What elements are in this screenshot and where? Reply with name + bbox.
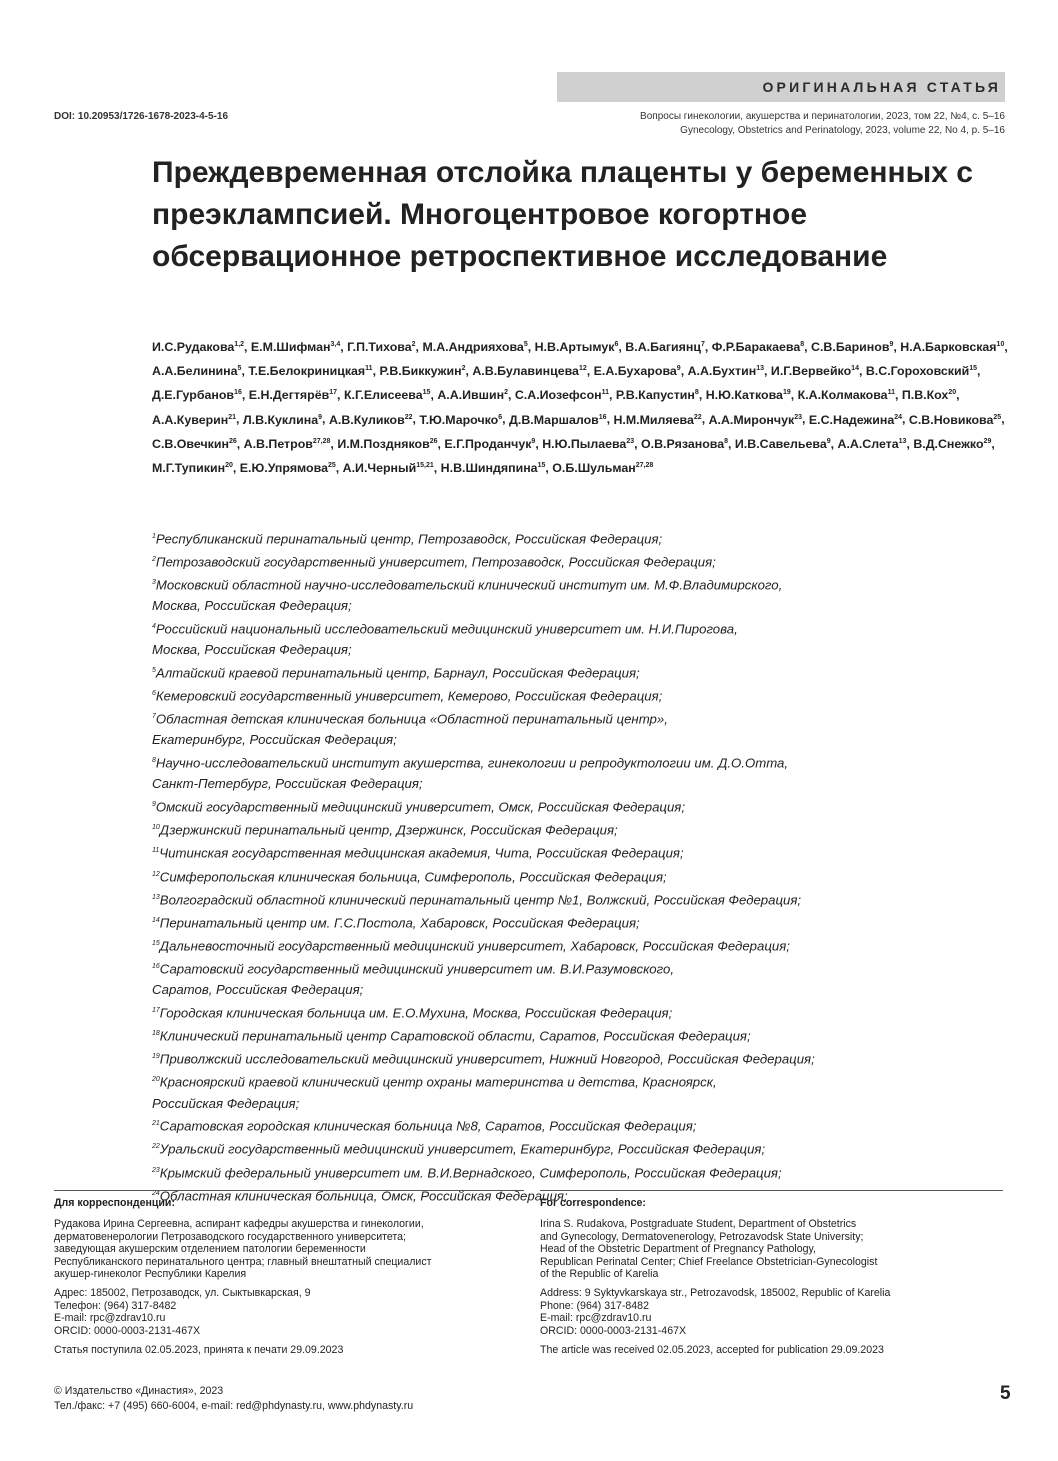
affiliation-text: Московский областной научно-исследовательский клинический институт им. М.Ф.Владимирского, [155, 577, 783, 593]
journal-citation-en: Gynecology, Obstetrics and Perinatology, 2023, volume 22, No 4, p. 5–16 [680, 125, 1005, 136]
author-name: В.С.Гороховский [865, 364, 970, 379]
email-link[interactable]: E-mail: rpc@zdrav10.ru [540, 1312, 652, 1325]
author-name: М.Г.Тупикин [152, 460, 226, 475]
affiliation-text: Приволжский исследовательский медицинский университет, Нижний Новгород, Российская Федерация; [159, 1051, 815, 1067]
author [444, 437, 535, 451]
affiliation-text: Городская клиническая больница им. Е.О.Мухина, Москва, Российская Федерация; [159, 1005, 673, 1021]
author [509, 413, 607, 427]
affiliation-line [152, 1137, 1022, 1160]
author-name: С.В.Овечкин [152, 436, 229, 451]
author-name: А.В.Петров [243, 436, 313, 451]
author-name: А.В.Куликов [328, 412, 405, 427]
author [243, 413, 322, 427]
affiliation-number: 10 [152, 824, 160, 832]
author-name: Е.С.Надежина [808, 412, 895, 427]
author-name: Н.В.Шиндяпина [440, 460, 538, 475]
text-line: акушер-гинеколог Республики Карелия [54, 1268, 247, 1281]
affiliation-text: Дальневосточный государственный медицинский университет, Хабаровск, Российская Федерация; [159, 938, 790, 954]
affiliation-number: 12 [152, 870, 160, 878]
author [902, 388, 956, 402]
author-name: Н.Ю.Пылаева [542, 436, 627, 451]
correspondence-person [54, 1218, 524, 1280]
author-affiliation-ref: 20 [225, 461, 233, 469]
author-affiliation-ref: 21 [228, 413, 237, 421]
author [866, 364, 977, 378]
author [625, 340, 705, 354]
affiliation-text: Областная клиническая больница, Омск, Российская Федерация; [159, 1188, 568, 1204]
author-affiliation-ref: 11 [365, 365, 373, 373]
author-name: К.А.Колмакова [797, 388, 888, 403]
author-affiliation-ref: 6 [614, 341, 619, 348]
text-line: Республиканского перинатального центра; главный внештатный специалист [54, 1255, 432, 1268]
affiliation-text: Красноярский краевой клинический центр охраны материнства и детства, Красноярск, [159, 1074, 717, 1090]
affiliation-line [152, 730, 1022, 751]
author-name: В.Д.Снежко [913, 436, 984, 451]
author-name: И.В.Савельева [734, 436, 827, 451]
author-name: Е.М.Шифман [250, 340, 331, 355]
author-name: А.В.Булавинцева [472, 364, 579, 379]
affiliation-number: 1 [152, 533, 156, 540]
author-affiliation-ref: 26 [228, 437, 237, 445]
text-line: Irina S. Rudakova, Postgraduate Student, Department of Obstetrics [540, 1218, 857, 1231]
author [251, 340, 340, 354]
affiliation-text: Екатеринбург, Российская Федерация; [152, 732, 397, 748]
author [641, 437, 728, 451]
affiliation-text: Саратовский государственный медицинский университет им. В.И.Разумовского, [159, 961, 674, 977]
author-affiliation-ref: 14 [851, 365, 859, 373]
received-dates: The article was received 02.05.2023, accepted for publication 29.09.2023 [540, 1344, 884, 1357]
article-title: Преждевременная отслойка плаценты у беременных с преэклампсией. Многоцентровое когортное обсервационное ретроспективное исследование [152, 156, 973, 273]
author-name: Р.В.Капустин [615, 388, 695, 403]
affiliation-line [152, 934, 1022, 957]
author [329, 413, 413, 427]
author-name: О.В.Рязанова [641, 436, 725, 451]
correspondence-contacts [54, 1287, 524, 1337]
author-name: А.А.Ившин [437, 388, 505, 403]
copyright-line: © Издательство «Династия», 2023 [54, 1385, 224, 1397]
author [472, 364, 586, 378]
author [240, 461, 336, 475]
email-link[interactable]: E-mail: rpc@zdrav10.ru [54, 1312, 166, 1325]
correspondence-en [540, 1190, 1003, 1356]
author [152, 461, 233, 475]
author [913, 437, 991, 451]
author-name: А.И.Черный [342, 460, 417, 475]
affiliation-line [152, 527, 1022, 550]
affiliation-list [152, 527, 1022, 1207]
author [347, 340, 415, 354]
author-affiliation-ref: 7 [700, 341, 705, 348]
author-name: А.А.Бухтин [687, 364, 757, 379]
author-name: О.Б.Шульман [552, 460, 636, 475]
author-name: А.А.Куверин [152, 412, 229, 427]
address-line: Адрес: 185002, Петрозаводск, ул. Сыктывкарская, 9 [54, 1287, 311, 1300]
affiliation-line [152, 888, 1022, 911]
author [249, 388, 337, 402]
author-affiliation-ref: 25 [327, 461, 336, 469]
journal-citation [640, 110, 1005, 138]
affiliation-line [152, 550, 1022, 573]
author-affiliation-ref: 8 [694, 389, 699, 397]
author [248, 364, 372, 378]
author-affiliation-ref: 16 [598, 413, 607, 421]
author-affiliation-ref: 27,28 [635, 461, 654, 469]
affiliation-number: 15 [152, 939, 160, 947]
author-affiliation-ref: 1,2 [234, 341, 245, 348]
author-name: С.В.Новикова [908, 412, 994, 427]
author [771, 364, 859, 378]
journal-citation-ru: Вопросы гинекологии, акушерства и перинатологии, 2023, том 22, №4, с. 5–16 [640, 111, 1005, 122]
author [798, 388, 895, 402]
author-name: Т.Е.Белокриницкая [248, 364, 366, 379]
author-affiliation-ref: 17 [329, 389, 338, 397]
affiliation-number: 4 [152, 623, 156, 631]
affiliation-line [152, 617, 1022, 640]
author-affiliation-ref: 22 [693, 413, 702, 421]
affiliation-number: 2 [152, 556, 156, 564]
author [437, 388, 508, 402]
affiliation-text: Областная детская клиническая больница «Областной перинатальный центр», [155, 711, 668, 727]
text-line: дерматовенерологии Петрозаводского государственного университета; [54, 1230, 406, 1243]
text-line: Republican Perinatal Center; Chief Freelance Obstetrician-Gynecologist [540, 1255, 878, 1268]
author-affiliation-ref: 19 [782, 389, 791, 397]
affiliation-number: 6 [152, 690, 156, 698]
author-name: К.Г.Елисеева [343, 388, 423, 403]
author [152, 388, 242, 402]
text-line: of the Republic of Karelia [540, 1268, 659, 1281]
affiliation-text: Петрозаводский государственный университет, Петрозаводск, Российская Федерация; [155, 554, 716, 570]
affiliation-text: Кемеровский государственный университет, Кемерово, Российская Федерация; [155, 688, 663, 704]
author-affiliation-ref: 25 [993, 413, 1002, 421]
affiliation-text: Симферопольская клиническая больница, Симферополь, Российская Федерация; [159, 868, 667, 884]
author-affiliation-ref: 26 [429, 437, 438, 445]
correspondence-heading: For correspondence: [540, 1197, 646, 1209]
affiliation-text: Крымский федеральный университет им. В.И.Вернадского, Симферополь, Российская Федерация; [159, 1164, 782, 1180]
author-name: М.А.Андрияхова [422, 340, 524, 355]
affiliation-text: Российская Федерация; [152, 1095, 300, 1111]
correspondence-heading: Для корреспонденции: [54, 1197, 175, 1209]
author-affiliation-ref: 2 [504, 389, 508, 397]
affiliation-line [152, 774, 1022, 795]
author-name: Н.В.Артымук [534, 340, 615, 355]
affiliation-text: Дзержинский перинатальный центр, Дзержинск, Российская Федерация; [159, 822, 618, 838]
author [515, 388, 609, 402]
author-affiliation-ref: 23 [794, 413, 803, 421]
affiliation-text: Перинатальный центр им. Г.С.Постола, Хабаровск, Российская Федерация; [159, 915, 640, 931]
text-line: Head of the Obstetric Department of Pregnancy Pathology, [540, 1243, 816, 1256]
author-affiliation-ref: 15 [969, 365, 978, 373]
author [688, 364, 764, 378]
author [542, 437, 634, 451]
author-list: И.С.Рудакова$^{1,2}$, Е.М.Шифман$^{3,4}$, Г.П.Тихова$^2$, М.А.Андрияхова$^5$, Н.В.Артымук$^6$, В.А.Багиянц$^7$, Ф.Р.Баракаева$^8$, С.В.Баринов$^9$, Н.А.Барковская$^{10}$, А.А.Белинина$^5$, Т.Е.Белокриницкая$^{11}$, Р.В.Биккужин$^2$, А.В.Булавинцева$^{12}$, Е.А.Бухарова$^9$, А.А.Бухтин$^{13}$, И.Г.Вервейко$^{14}$, В.С.Гороховский$^{15}$, Д.Е.Гурбанов$^{16}$, Е.Н.Дегтярёв$^{17}$, К.Г.Елисеева$^{15}$, А.А.Ившин$^2$, С.А.Иозефсон$^{11}$, Р.В.Капустин$^8$, Н.Ю.Каткова$^{19}$, К.А.Колмакова$^{11}$, П.В.Кох$^{20}$, А.А.Куверин$^{21}$, Л.В.Куклина$^9$, А.В.Куликов$^{22}$, Т.Ю.Марочко$^6$, Д.В.Маршалов$^{16}$, Н.М.Миляева$^{22}$, А.А.Мирончук$^{23}$, Е.С.Надежина$^{24}$, С.В.Новикова$^{25}$, С.В.Овечкин$^{26}$, А.В.Петров$^{27,28}$, И.М.Поздняков$^{26}$, Е.Г.Проданчук$^9$, Н.Ю.Пылаева$^{23}$, О.В.Рязанова$^8$, И.В.Савельева$^9$, А.А.Слета$^{13}$, В.Д.Снежко$^{29}$, М.Г.Тупикин$^{20}$, Е.Ю.Упрямова$^{25}$, А.И.Черный$^{15,21}$, Н.В.Шиндяпина$^{15}$, О.Б.Шульман$^{27,28}$ [152, 340, 1008, 475]
affiliation-line [152, 841, 1022, 864]
affiliation-line [152, 1161, 1022, 1184]
author [344, 388, 431, 402]
author-affiliation-ref: 9 [318, 413, 323, 421]
affiliation-text: Саратовская городская клиническая больница №8, Саратов, Российская Федерация; [159, 1118, 697, 1134]
author-affiliation-ref: 3,4 [330, 341, 341, 348]
author [735, 437, 831, 451]
affiliation-text: Санкт-Петербург, Российская Федерация; [152, 776, 423, 792]
author-name: В.А.Багиянц [625, 340, 701, 355]
author-affiliation-ref: 8 [800, 341, 805, 348]
affiliation-line [152, 661, 1022, 684]
author [535, 340, 619, 354]
author-affiliation-ref: 15,21 [416, 461, 434, 469]
page-number: 5 [1000, 1383, 1011, 1404]
author-name: Н.Ю.Каткова [705, 388, 783, 403]
affiliation-line [152, 795, 1022, 818]
author [709, 413, 802, 427]
affiliation-line [152, 707, 1022, 730]
author [343, 461, 434, 475]
author-name: Н.М.Миляева [613, 412, 694, 427]
author-name: И.Г.Вервейко [770, 364, 852, 379]
author-name: Е.Г.Проданчук [444, 436, 532, 451]
author-name: Г.П.Тихова [347, 340, 412, 355]
author [616, 388, 699, 402]
author-affiliation-ref: 13 [756, 365, 765, 373]
affiliation-number: 3 [152, 579, 156, 587]
author-affiliation-ref: 9 [826, 437, 831, 445]
affiliation-number: 16 [152, 963, 160, 971]
author [152, 340, 244, 354]
author [152, 413, 236, 427]
author-affiliation-ref: 8 [724, 437, 729, 445]
affiliation-line [152, 957, 1022, 980]
phone-line: Phone: (964) 317-8482 [540, 1299, 649, 1312]
affiliation-text: Научно-исследовательский институт акушерства, гинекологии и репродуктологии им. Д.О.Отта, [155, 755, 789, 771]
affiliation-number: 5 [152, 667, 156, 675]
affiliation-number: 11 [152, 847, 160, 855]
received-dates: Статья поступила 02.05.2023, принята к печати 29.09.2023 [54, 1344, 344, 1357]
author-name: П.В.Кох [901, 388, 949, 403]
author [712, 340, 804, 354]
affiliation-line [152, 684, 1022, 707]
author-affiliation-ref: 24 [894, 413, 903, 421]
author [900, 340, 1004, 354]
author-name: Ф.Р.Баракаева [711, 340, 801, 355]
author [152, 364, 241, 378]
author-affiliation-ref: 22 [404, 413, 413, 421]
affiliation-number: 19 [152, 1053, 160, 1061]
affiliation-line [152, 751, 1022, 774]
affiliation-number: 7 [152, 713, 156, 721]
affiliation-line [152, 573, 1022, 596]
affiliation-line [152, 1070, 1022, 1093]
author-affiliation-ref: 15 [422, 389, 431, 397]
author-name: Д.Е.Гурбанов [152, 388, 235, 403]
text-line: Рудакова Ирина Сергеевна, аспирант кафедры акушерства и гинекологии, [54, 1218, 424, 1231]
author [337, 437, 437, 451]
affiliation-text: Клинический перинатальный центр Саратовской области, Саратов, Российская Федерация; [159, 1028, 751, 1044]
author-affiliation-ref: 2 [411, 341, 416, 348]
affiliation-line [152, 1047, 1022, 1070]
author-affiliation-ref: 11 [887, 389, 895, 397]
doi[interactable]: DOI: 10.20953/1726-1678-2023-4-5-16 [54, 111, 229, 122]
author-affiliation-ref: 5 [237, 365, 242, 373]
author-affiliation-ref: 10 [996, 341, 1005, 348]
address-line: Address: 9 Syktyvkarskaya str., Petrozavodsk, 185002, Republic of Karelia [540, 1287, 891, 1300]
affiliation-line [152, 596, 1022, 617]
correspondence-person [540, 1218, 1003, 1280]
affiliation-number: 21 [152, 1120, 160, 1128]
orcid-link[interactable]: ORCID: 0000-0003-2131-467X [54, 1324, 201, 1337]
author-affiliation-ref: 9 [889, 341, 894, 348]
affiliation-number: 8 [152, 757, 156, 765]
author [809, 413, 902, 427]
affiliation-line [152, 865, 1022, 888]
orcid-link[interactable]: ORCID: 0000-0003-2131-467X [540, 1324, 687, 1337]
author [909, 413, 1001, 427]
author-affiliation-ref: 20 [948, 389, 957, 397]
affiliation-number: 17 [152, 1007, 160, 1014]
author [838, 437, 907, 451]
section-tag-label: ОРИГИНАЛЬНАЯ СТАТЬЯ [762, 79, 1001, 95]
affiliation-number: 24 [152, 1189, 160, 1197]
author [594, 364, 681, 378]
affiliation-text: Москва, Российская Федерация; [152, 642, 352, 658]
author [379, 364, 465, 378]
affiliation-number: 13 [152, 893, 160, 901]
affiliation-number: 18 [152, 1030, 160, 1038]
affiliation-text: Российский национальный исследовательский медицинский университет им. Н.И.Пирогова, [155, 621, 738, 637]
affiliation-line [152, 1114, 1022, 1137]
phone-line: Телефон: (964) 317-8482 [54, 1299, 177, 1312]
author [811, 340, 893, 354]
affiliation-line [152, 980, 1022, 1001]
author-name: Р.В.Биккужин [379, 364, 462, 379]
affiliation-number: 14 [152, 916, 160, 924]
affiliation-text: Москва, Российская Федерация; [152, 598, 352, 614]
affiliation-number: 22 [152, 1143, 160, 1151]
author-name: И.М.Поздняков [337, 436, 430, 451]
text-line: and Gynecology, Dermatovenerology, Petrozavodsk State University; [540, 1230, 864, 1243]
affiliation-line [152, 1094, 1022, 1115]
author-affiliation-ref: 12 [578, 365, 587, 373]
author [613, 413, 701, 427]
text-line: заведующая акушерским отделением патологии беременности [54, 1243, 366, 1256]
affiliation-number: 20 [152, 1076, 160, 1084]
author-affiliation-ref: 5 [523, 341, 528, 348]
author-name: С.В.Баринов [811, 340, 890, 355]
author [419, 413, 502, 427]
author [422, 340, 527, 354]
affiliation-line [152, 818, 1022, 841]
author-name: Е.А.Бухарова [593, 364, 677, 379]
author-affiliation-ref: 15 [537, 461, 546, 469]
affiliation-text: Саратов, Российская Федерация; [152, 982, 364, 998]
author-affiliation-ref: 2 [461, 365, 466, 373]
affiliation-line [152, 911, 1022, 934]
author [441, 461, 546, 475]
affiliation-text: Республиканский перинатальный центр, Петрозаводск, Российская Федерация; [155, 531, 663, 547]
author [152, 437, 237, 451]
author [706, 388, 791, 402]
affiliation-number: 23 [152, 1166, 160, 1174]
author-name: А.А.Слета [837, 436, 899, 451]
author-affiliation-ref: 9 [676, 365, 681, 373]
author-name: Н.А.Барковская [900, 340, 997, 355]
author-name: Д.В.Маршалов [509, 412, 599, 427]
publisher-contacts[interactable]: Тел./факс: +7 (495) 660-6004, e-mail: red@phdynasty.ru, www.phdynasty.ru [54, 1400, 414, 1412]
section-tag [557, 72, 1005, 102]
author-affiliation-ref: 29 [983, 437, 992, 445]
author [244, 437, 331, 451]
affiliation-text: Алтайский краевой перинатальный центр, Барнаул, Российская Федерация; [155, 665, 640, 681]
affiliation-text: Омский государственный медицинский университет, Омск, Российская Федерация; [155, 799, 686, 815]
author-name: Т.Ю.Марочко [419, 412, 499, 427]
author-name: Л.В.Куклина [242, 412, 319, 427]
affiliation-line [152, 1001, 1022, 1024]
affiliation-text: Читинская государственная медицинская академия, Чита, Российская Федерация; [159, 845, 684, 861]
correspondence-ru [54, 1190, 524, 1356]
affiliation-number: 9 [152, 801, 156, 809]
author-name: И.С.Рудакова [152, 340, 235, 355]
author-name: А.А.Белинина [152, 364, 238, 379]
author-affiliation-ref: 27,28 [312, 437, 331, 445]
author-name: Е.Н.Дегтярёв [248, 388, 330, 403]
author-name: Е.Ю.Упрямова [239, 460, 328, 475]
author [552, 461, 653, 475]
author-affiliation-ref: 9 [531, 437, 536, 445]
publisher-footer [54, 1384, 413, 1414]
author-affiliation-ref: 6 [498, 413, 503, 421]
affiliation-text: Волгоградский областной клинический перинатальный центр №1, Волжский, Российская Федерация; [159, 892, 802, 908]
author-affiliation-ref: 13 [898, 437, 907, 445]
author-name: С.А.Иозефсон [514, 388, 602, 403]
author-affiliation-ref: 16 [234, 389, 242, 397]
affiliation-line [152, 1024, 1022, 1047]
author-affiliation-ref: 11 [601, 389, 610, 397]
affiliation-text: Уральский государственный медицинский университет, Екатеринбург, Российская Федерация; [159, 1141, 766, 1157]
author-name: А.А.Мирончук [708, 412, 795, 427]
affiliation-line [152, 640, 1022, 661]
correspondence-contacts [540, 1287, 1003, 1337]
author-affiliation-ref: 23 [626, 437, 635, 445]
